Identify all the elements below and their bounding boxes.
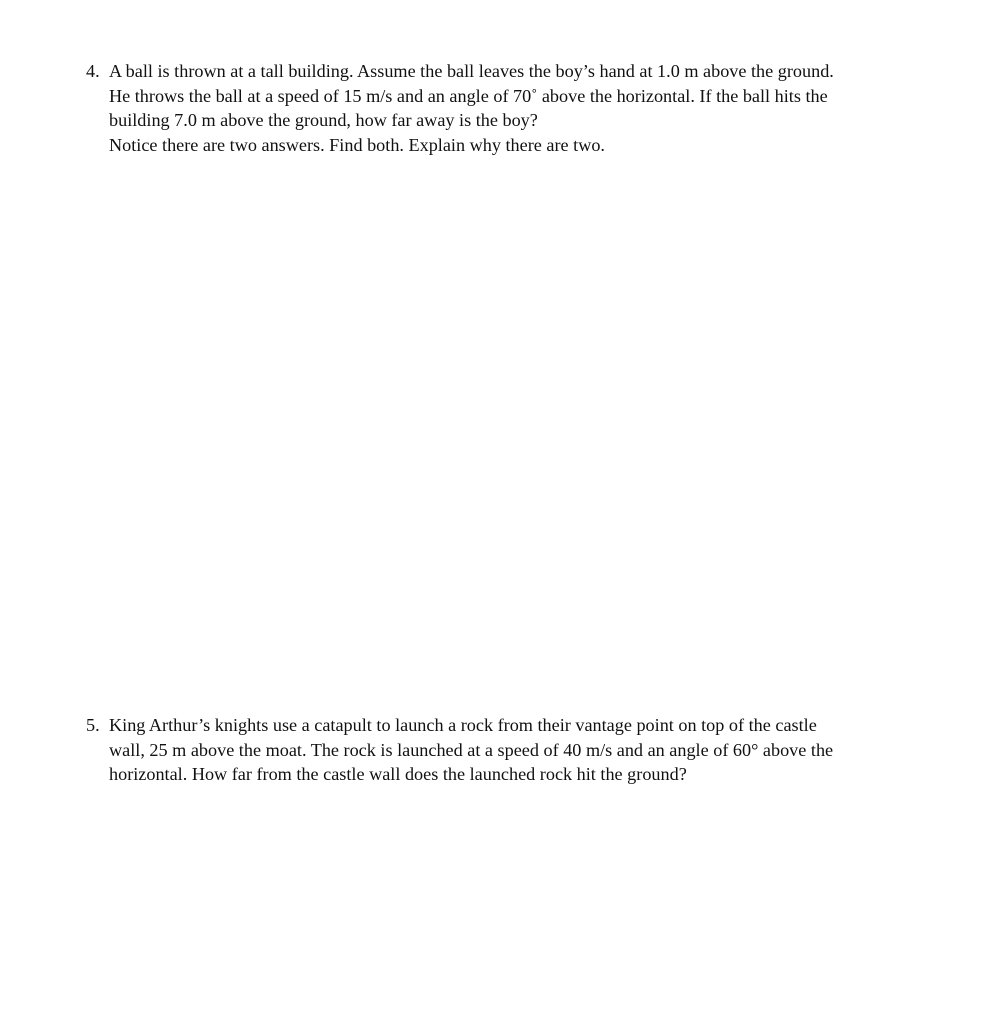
problem-4	[86, 59, 886, 157]
problem-text-line: horizontal. How far from the castle wall does the launched rock hit the ground?	[109, 764, 687, 784]
problem-text-line: A ball is thrown at a tall building. Assume the ball leaves the boy’s hand at 1.0 m above the ground.	[109, 61, 834, 81]
problem-5	[86, 713, 886, 787]
problem-text	[109, 59, 886, 157]
problem-text	[109, 713, 886, 787]
problem-text-line: building 7.0 m above the ground, how far away is the boy?	[109, 110, 538, 130]
problem-text-line: Notice there are two answers. Find both. Explain why there are two.	[109, 134, 605, 155]
problem-text-line: wall, 25 m above the moat. The rock is launched at a speed of 40 m/s and an angle of 60° above the	[109, 739, 834, 760]
problem-number: 4.	[86, 61, 100, 81]
problem-number: 5.	[86, 715, 100, 735]
problem-text-line: King Arthur’s knights use a catapult to launch a rock from their vantage point on top of the castle	[109, 715, 817, 735]
problem-text-line: He throws the ball at a speed of 15 m/s and an angle of 70˚ above the horizontal. If the ball hits the	[109, 85, 828, 106]
